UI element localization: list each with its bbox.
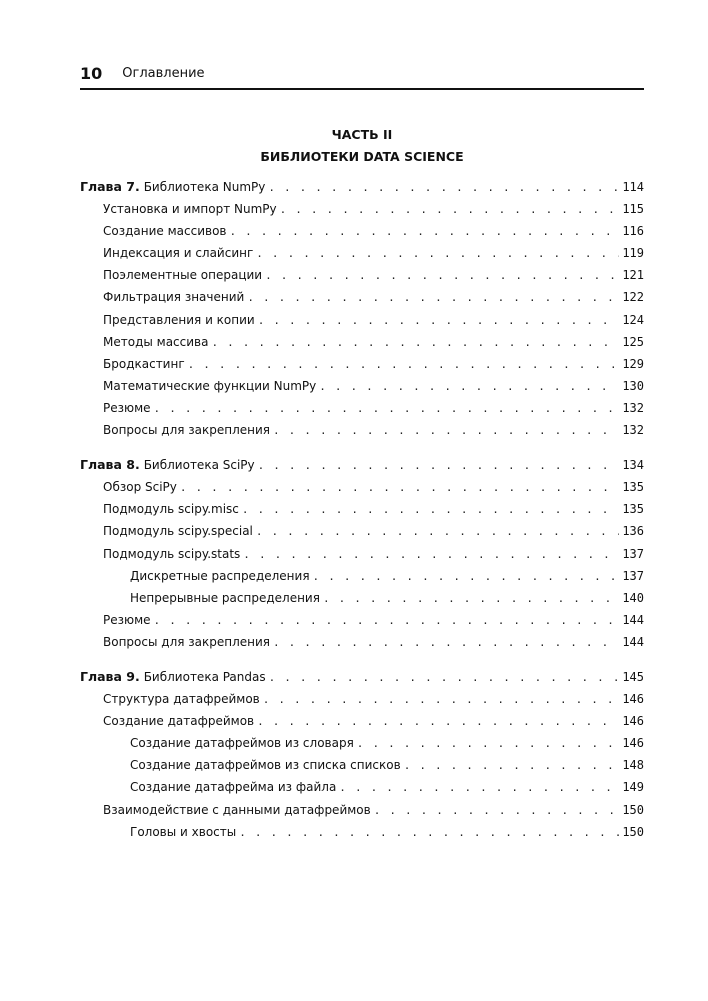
section-title: Структура датафреймов	[103, 692, 260, 707]
chapter-prefix: Глава 7.	[80, 179, 140, 194]
page-ref: 132	[622, 400, 644, 415]
toc-section-entry[interactable]	[80, 198, 644, 220]
part-heading	[80, 124, 644, 168]
dot-leader	[263, 689, 620, 711]
section-title: Подмодуль scipy.special	[103, 524, 253, 539]
running-title: Оглавление	[122, 66, 205, 81]
toc-chapter-entry[interactable]	[80, 454, 644, 476]
dot-leader	[258, 455, 620, 477]
toc-section-entry[interactable]	[80, 264, 644, 286]
subsection-title: Головы и хвосты	[130, 824, 237, 839]
dot-leader	[243, 544, 619, 566]
dot-leader	[323, 588, 619, 610]
subsection-title: Создание датафреймов из словаря	[130, 736, 354, 751]
dot-leader	[257, 711, 619, 733]
toc-chapter-7	[80, 176, 644, 441]
toc-section-entry[interactable]	[80, 498, 644, 520]
page-ref: 134	[622, 458, 644, 473]
toc-section-entry[interactable]	[80, 710, 644, 732]
toc-chapter-9	[80, 666, 644, 843]
toc-section-entry[interactable]	[80, 331, 644, 353]
dot-leader	[357, 733, 620, 755]
chapter-prefix: Глава 9.	[80, 668, 140, 684]
section-title: Создание датафреймов	[103, 714, 255, 729]
dot-leader	[180, 477, 619, 499]
section-title: Вопросы для закрепления	[103, 634, 271, 649]
toc-section-entry[interactable]	[80, 631, 644, 653]
page-ref: 116	[622, 224, 644, 239]
subsection-title: Создание датафреймов из списка списков	[130, 758, 401, 773]
toc-subsection-entry[interactable]	[80, 565, 644, 587]
toc-section-entry[interactable]	[80, 353, 644, 375]
page-ref: 129	[622, 356, 644, 371]
dot-leader	[239, 822, 619, 844]
page-ref: 124	[622, 312, 644, 327]
section-title: Бродкастинг	[103, 356, 185, 371]
toc-subsection-entry[interactable]	[80, 776, 644, 798]
page-ref: 130	[622, 378, 644, 393]
dot-leader	[404, 755, 620, 777]
toc-section-entry[interactable]	[80, 419, 644, 441]
page-ref: 144	[622, 634, 644, 649]
section-title: Индексация и слайсинг	[103, 246, 254, 261]
dot-leader	[154, 610, 620, 632]
dot-leader	[258, 310, 620, 332]
toc-subsection-entry[interactable]	[80, 732, 644, 754]
dot-leader	[313, 566, 620, 588]
section-title: Установка и импорт NumPy	[103, 202, 277, 217]
dot-leader	[319, 376, 619, 398]
dot-leader	[374, 800, 620, 822]
page-ref: 150	[622, 824, 644, 839]
page-ref: 119	[622, 246, 644, 261]
toc-section-entry[interactable]	[80, 609, 644, 631]
page-ref: 135	[622, 502, 644, 517]
page-ref: 136	[622, 524, 644, 539]
dot-leader	[211, 332, 619, 354]
dot-leader	[247, 287, 619, 309]
section-title: Математические функции NumPy	[103, 378, 317, 393]
chapter-title: Библиотека Pandas	[143, 669, 266, 684]
dot-leader	[273, 632, 619, 654]
part-number: ЧАСТЬ II	[331, 127, 393, 142]
section-title: Методы массива	[103, 334, 209, 349]
dot-leader	[188, 354, 620, 376]
dot-leader	[256, 243, 619, 265]
dot-leader	[268, 177, 619, 199]
section-title: Подмодуль scipy.stats	[103, 546, 241, 561]
dot-leader	[242, 499, 619, 521]
toc-section-entry[interactable]	[80, 309, 644, 331]
page-ref: 150	[622, 802, 644, 817]
page-ref: 140	[622, 590, 644, 605]
page-ref: 144	[622, 612, 644, 627]
toc-chapter-entry[interactable]	[80, 176, 644, 198]
section-title: Поэлементные операции	[103, 268, 263, 283]
section-title: Вопросы для закрепления	[103, 423, 271, 438]
toc-subsection-entry[interactable]	[80, 587, 644, 609]
chapter-title: Библиотека NumPy	[143, 180, 266, 194]
subsection-title: Дискретные распределения	[130, 568, 310, 583]
page-ref: 146	[622, 736, 644, 751]
section-title: Представления и копии	[103, 312, 255, 327]
toc-section-entry[interactable]	[80, 220, 644, 242]
toc-section-entry[interactable]	[80, 375, 644, 397]
page-ref: 149	[622, 780, 644, 795]
subsection-title: Непрерывные распределения	[130, 590, 320, 605]
toc-section-entry[interactable]	[80, 799, 644, 821]
toc-subsection-entry[interactable]	[80, 754, 644, 776]
dot-leader	[256, 521, 619, 543]
part-title: БИБЛИОТЕКИ DATA SCIENCE	[260, 149, 464, 164]
page-ref: 137	[622, 546, 644, 561]
chapter-title: Библиотека SciPy	[143, 458, 255, 473]
toc-chapter-entry[interactable]	[80, 666, 644, 688]
page-ref: 122	[622, 290, 644, 305]
section-title: Обзор SciPy	[103, 480, 177, 495]
page-ref: 146	[622, 714, 644, 729]
section-title: Создание массивов	[103, 224, 227, 239]
page-ref: 146	[622, 692, 644, 707]
page-ref: 125	[622, 334, 644, 349]
toc-section-entry[interactable]	[80, 397, 644, 419]
dot-leader	[265, 265, 619, 287]
dot-leader	[280, 199, 620, 221]
dot-leader	[269, 667, 620, 689]
section-title: Резюме	[103, 612, 151, 627]
toc-section-entry[interactable]	[80, 688, 644, 710]
toc-section-entry[interactable]	[80, 242, 644, 264]
page-ref: 132	[622, 423, 644, 438]
page-ref: 121	[622, 268, 644, 283]
page-ref: 137	[622, 568, 644, 583]
toc-section-entry[interactable]	[80, 520, 644, 542]
page-ref: 135	[622, 480, 644, 495]
section-title: Взаимодействие с данными датафреймов	[103, 802, 371, 817]
subsection-title: Создание датафрейма из файла	[130, 780, 337, 795]
chapter-prefix: Глава 8.	[80, 457, 140, 473]
toc-section-entry[interactable]	[80, 286, 644, 308]
toc-section-entry[interactable]	[80, 476, 644, 498]
toc-section-entry[interactable]	[80, 543, 644, 565]
dot-leader	[154, 398, 620, 420]
dot-leader	[339, 777, 619, 799]
page-ref: 148	[622, 758, 644, 773]
page-ref: 145	[622, 669, 644, 684]
toc-chapter-8	[80, 454, 644, 653]
section-title: Подмодуль scipy.misc	[103, 502, 239, 517]
page-ref: 114	[622, 180, 644, 194]
dot-leader	[273, 420, 619, 442]
page-number: 10	[80, 64, 103, 83]
section-title: Фильтрация значений	[103, 290, 245, 305]
toc-subsection-entry[interactable]	[80, 821, 644, 843]
dot-leader	[229, 221, 619, 243]
section-title: Резюме	[103, 400, 151, 415]
table-of-contents	[80, 176, 644, 856]
page-header	[80, 62, 644, 90]
page-ref: 115	[622, 202, 644, 217]
